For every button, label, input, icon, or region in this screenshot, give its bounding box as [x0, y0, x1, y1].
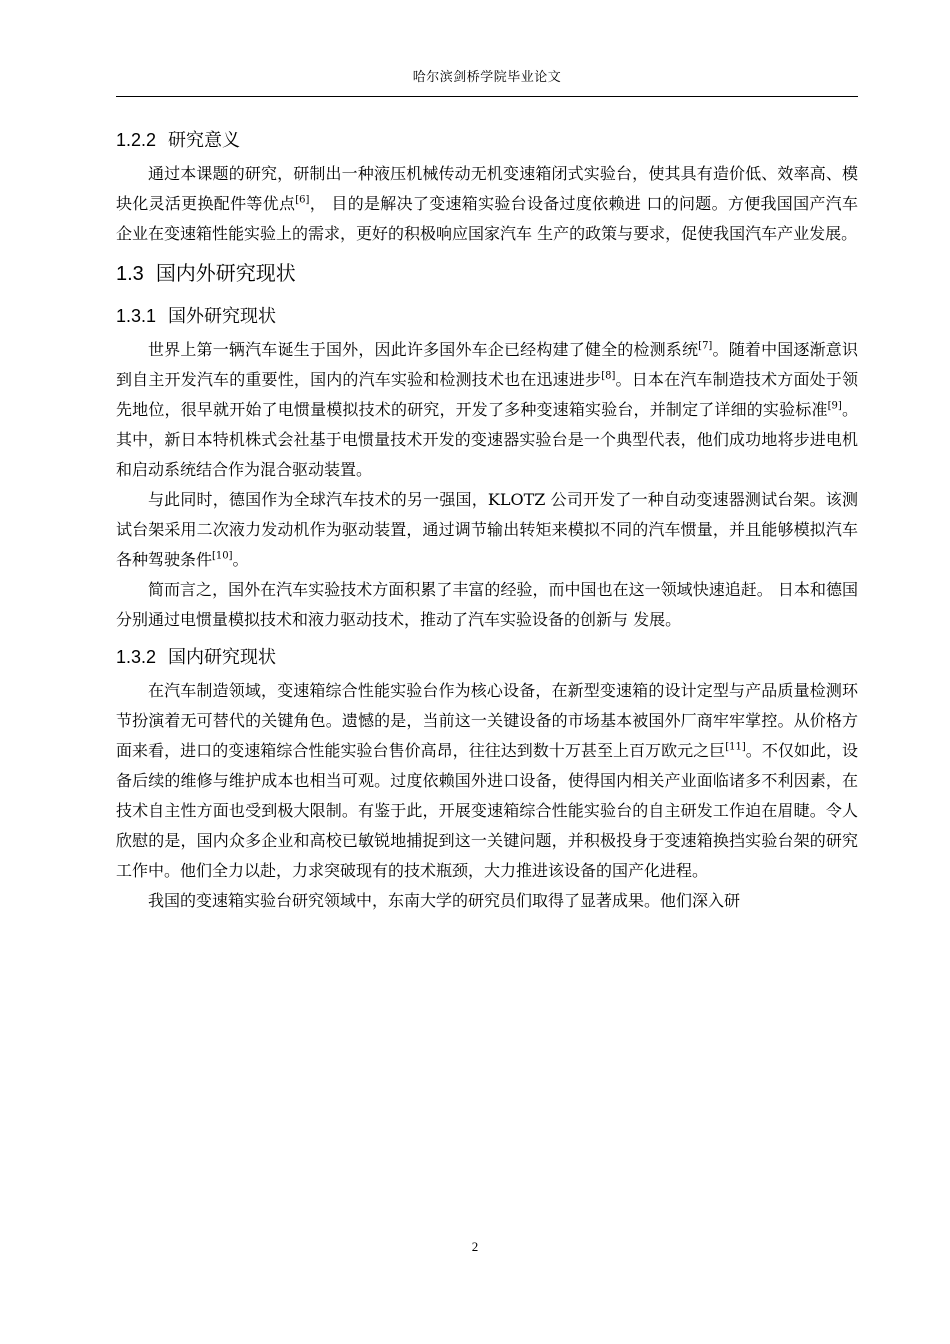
section-title: 国外研究现状	[168, 306, 277, 327]
section-number: 1.3.1	[116, 306, 157, 326]
paragraph-text: 在汽车制造领域，变速箱综合性能实验台作为核心设备，在新型变速箱的设计定型与产品质量检测环节扮演着无可替代的关键角色。遗憾的是，当前这一关键设备的市场基本被国外厂商牢牢掌控。从价格方面来看，进口的变速箱综合性能实验台售价高昂，往往达到数十万甚至上百万欧元之巨	[116, 681, 858, 760]
paragraph-text: 与此同时，德国作为全球汽车技术的另一强国，KLOTZ 公司开发了一种自动变速器测试台架。该测试台架采用二次液力发动机作为驱动装置，通过调节输出转矩来模拟不同的汽车惯量，并且能够模拟汽车各种驾驶条件	[116, 490, 858, 569]
section-title: 国内研究现状	[168, 647, 277, 668]
section-number: 1.2.2	[116, 130, 157, 150]
section-heading-1-2-2	[116, 122, 858, 159]
citation-ref: [11]	[725, 741, 746, 753]
section-heading-1-3	[116, 253, 858, 294]
section-heading-1-3-2	[116, 639, 858, 676]
citation-ref: [8]	[601, 370, 616, 382]
paragraph: 简而言之，国外在汽车实验技术方面积累了丰富的经验，而中国也在这一领域快速追赶。 日本和德国分别通过电惯量模拟技术和液力驱动技术，推动了汽车实验设备的创新与 发展。	[116, 580, 858, 629]
paragraph	[116, 676, 858, 886]
paragraph-text: 世界上第一辆汽车诞生于国外，因此许多国外车企已经构建了健全的检测系统	[148, 340, 699, 359]
paragraph	[116, 159, 858, 249]
paragraph	[116, 485, 858, 575]
paragraph-text: 。日本在汽车制造技术方面处于领先地位，很早就开始了电惯量模拟技术的研究，开发了多种变速箱实验台，并制定了详细的实验标准	[116, 370, 858, 419]
section-number: 1.3.2	[116, 647, 157, 667]
paragraph-text: 。其中，新日本特机株式会社基于电惯量技术开发的变速器实验台是一个典型代表，他们成功地将步进电机和启动系统结合作为混合驱动装置。	[116, 400, 858, 479]
citation-ref: [6]	[295, 194, 310, 206]
paragraph-text: 。	[232, 550, 249, 569]
section-title: 研究意义	[168, 130, 241, 151]
paragraph-text: 通过本课题的研究，研制出一种液压机械传动无机变速箱闭式实验台，使其具有造价低、效率高、模块化灵活更换配件等优点	[116, 164, 858, 213]
page-number: 2	[471, 1239, 479, 1254]
citation-ref: [9]	[827, 400, 842, 412]
running-header: 哈尔滨剑桥学院毕业论文	[412, 70, 562, 85]
paragraph	[116, 335, 858, 485]
citation-ref: [10]	[212, 550, 233, 562]
paragraph-text: ， 目的是解决了变速箱实验台设备过度依赖进 口的问题。方便我国国产汽车企业在变速箱性能实验上的需求，更好的积极响应国家汽车 生产的政策与要求，促使我国汽车产业发展。	[116, 194, 858, 243]
paragraph: 我国的变速箱实验台研究领域中，东南大学的研究员们取得了显著成果。他们深入研	[148, 891, 741, 910]
page-body	[116, 122, 858, 916]
section-number: 1.3	[116, 263, 144, 285]
header-divider	[116, 96, 858, 97]
paragraph-text: 。不仅如此，设备后续的维修与维护成本也相当可观。过度依赖国外进口设备，使得国内相关产业面临诸多不利因素，在技术自主性方面也受到极大限制。有鉴于此，开展变速箱综合性能实验台的自主研发工作迫在眉睫。令人欣慰的是，国内众多企业和高校已敏锐地捕捉到这一关键问题，并积极投身于变速箱换挡实验台架的研究工作中。他们全力以赴，力求突破现有的技术瓶颈，大力推进该设备的国产化进程。	[116, 741, 858, 880]
section-heading-1-3-1	[116, 298, 858, 335]
paragraph-text: 。随着中国逐渐意识到自主开发汽车的重要性，国内的汽车实验和检测技术也在迅速进步	[116, 340, 858, 389]
citation-ref: [7]	[698, 340, 713, 352]
section-title: 国内外研究现状	[155, 261, 296, 285]
